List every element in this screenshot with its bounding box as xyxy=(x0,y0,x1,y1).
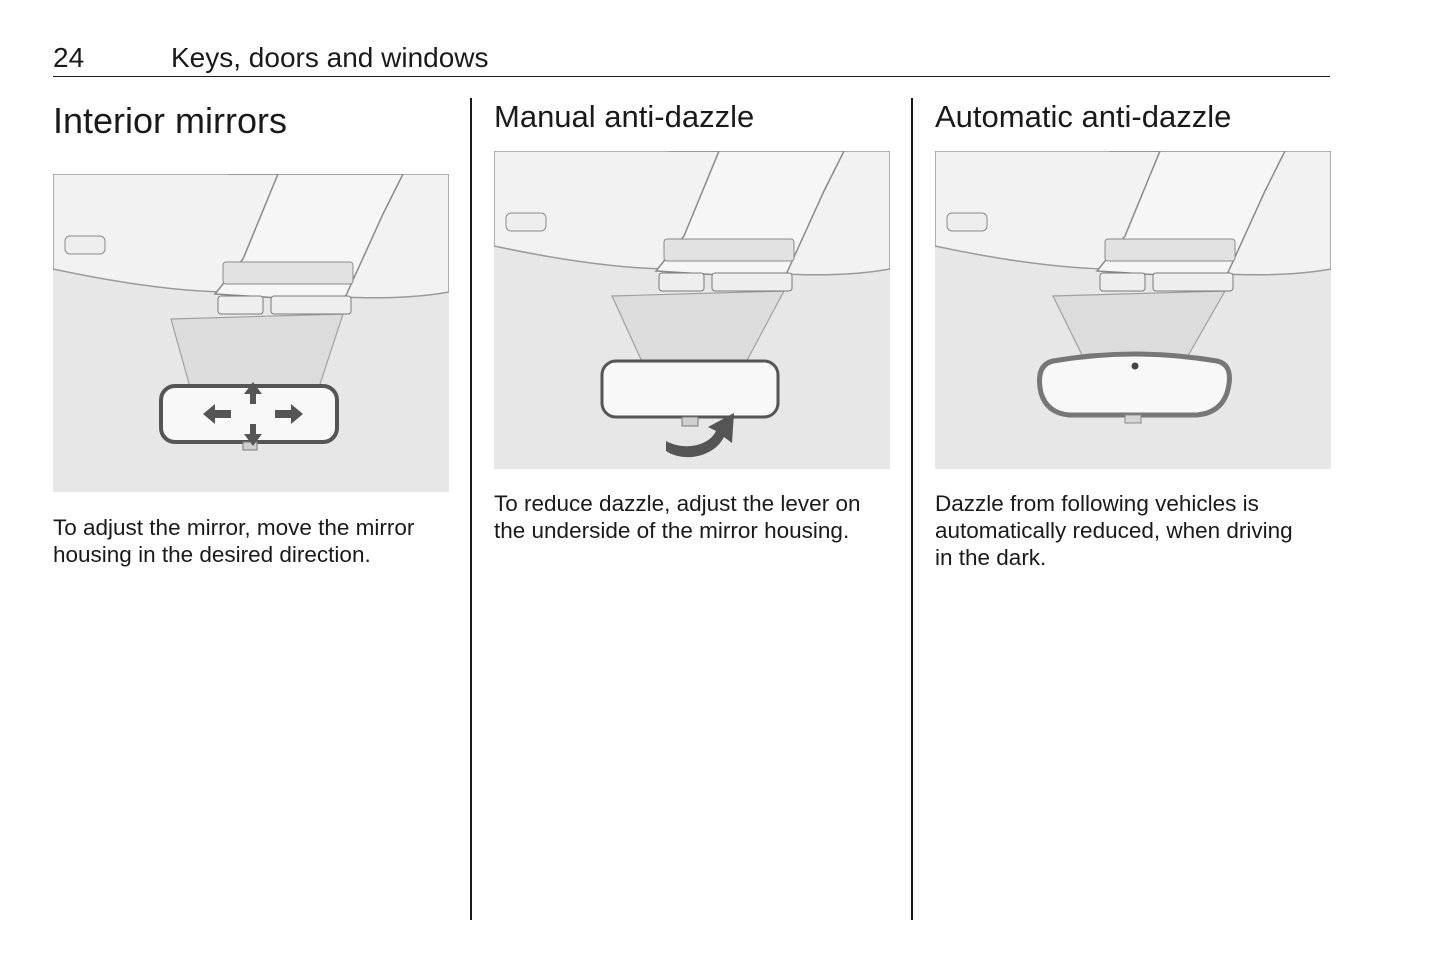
section-description: To adjust the mirror, move the mirror housing in the desired direction. xyxy=(53,515,415,567)
section-manual-anti-dazzle xyxy=(494,0,894,965)
page-number: 24 xyxy=(53,42,85,73)
mirror-sensor-icon xyxy=(935,151,1331,469)
section-title: Manual anti-dazzle xyxy=(494,99,755,134)
mirror-lever-arrow-icon xyxy=(494,151,890,469)
mirror-adjust-arrows-icon xyxy=(53,174,449,492)
mirror-lever-illustration xyxy=(494,151,890,469)
section-automatic-anti-dazzle xyxy=(935,0,1335,965)
section-description: To reduce dazzle, adjust the lever on the underside of the mirror housing. xyxy=(494,491,861,543)
column-divider xyxy=(470,98,472,920)
section-interior-mirrors xyxy=(53,0,453,965)
column-divider xyxy=(911,98,913,920)
section-description: Dazzle from following vehicles is automatically reduced, when driving in the dark. xyxy=(935,491,1293,570)
section-title: Interior mirrors xyxy=(53,100,288,141)
section-title: Automatic anti-dazzle xyxy=(935,99,1232,134)
mirror-sensor-illustration xyxy=(935,151,1331,469)
mirror-adjust-illustration xyxy=(53,174,449,492)
chapter-title: Keys, doors and windows xyxy=(171,42,489,73)
